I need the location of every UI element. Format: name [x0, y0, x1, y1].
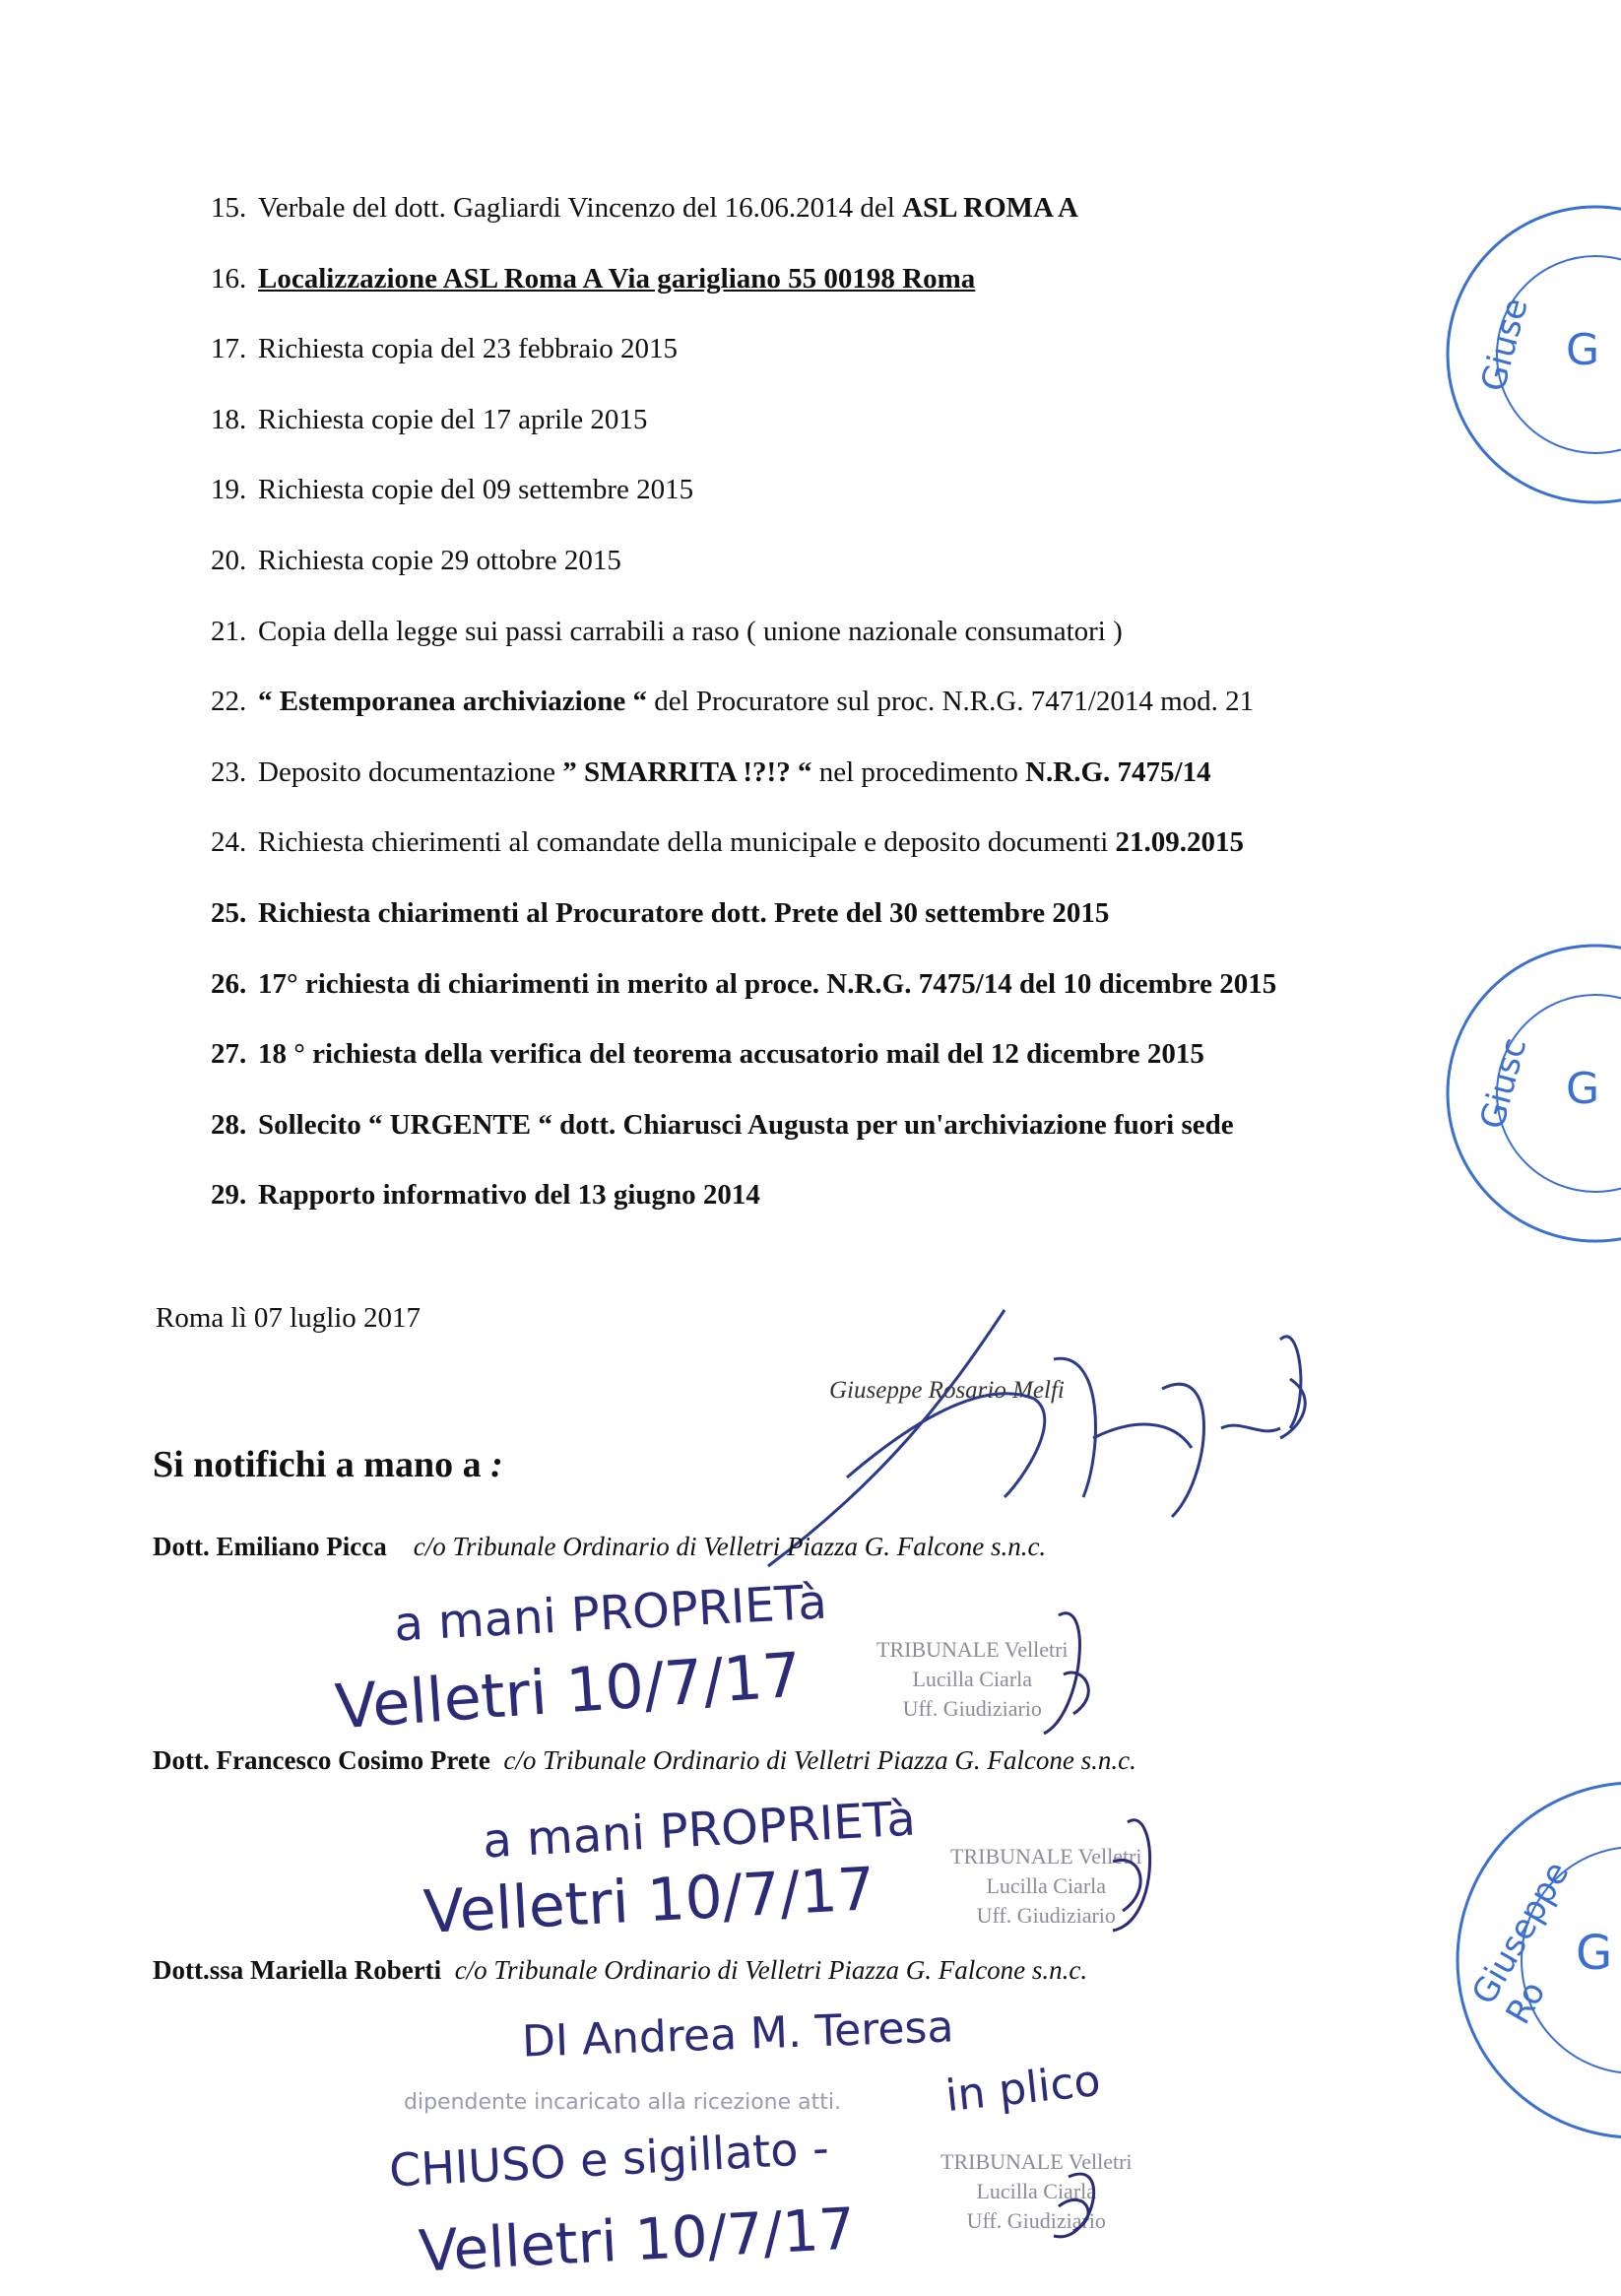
margin-stamp-3-letter: G [1576, 1926, 1613, 1981]
list-item-number: 29. [211, 1179, 247, 1212]
list-item-text: Copia della legge sui passi carrabili a raso ( unione nazionale consumatori ) [258, 615, 1123, 647]
court-stamp-line2: Lucilla Ciarla [976, 2179, 1097, 2203]
margin-stamp-2-letter: G [1566, 1064, 1600, 1114]
list-item-number: 17. [211, 333, 247, 365]
court-stamp-line3: Uff. Giudiziario [902, 1696, 1042, 1721]
list-item-text: ASL ROMA A [902, 192, 1078, 224]
notify-heading-text: Si notifichi a mano a [153, 1444, 482, 1485]
recipient-address: c/o Tribunale Ordinario di Velletri Piazza G. Falcone s.n.c. [503, 1745, 1136, 1775]
list-item-text: nel procedimento [811, 755, 1026, 788]
handwriting-r1-line1: a mani PROPRIETà [392, 1574, 829, 1653]
margin-stamp-3-text: Giuseppe Ro [1463, 1855, 1578, 2031]
notify-colon: : [490, 1444, 503, 1485]
list-item-text: “ Estemporanea archiviazione “ [258, 686, 647, 718]
recipient-address: c/o Tribunale Ordinario di Velletri Piazza G. Falcone s.n.c. [454, 1955, 1088, 1985]
list-item-text: Richiesta chiarimenti al Procuratore dott. Prete del 30 settembre 2015 [258, 896, 1110, 929]
court-stamp-line2: Lucilla Ciarla [912, 1667, 1033, 1691]
list-item-number: 21. [211, 615, 247, 647]
list-item-number: 25. [211, 896, 247, 929]
list-item-text: Richiesta copie del 17 aprile 2015 [258, 403, 648, 435]
margin-stamp-1-text: Giuse [1473, 294, 1536, 396]
list-item-number: 27. [211, 1038, 247, 1071]
reception-stamp: dipendente incaricato alla ricezione atti. [404, 2090, 841, 2115]
list-item-text: Sollecito “ URGENTE “ dott. Chiarusci Augusta per un'archiviazione fuori sede [258, 1108, 1234, 1141]
list-item-text: del Procuratore sul proc. N.R.G. 7471/2014 mod. 21 [646, 686, 1255, 718]
list-item-text: Rapporto informativo del 13 giugno 2014 [258, 1179, 760, 1212]
court-stamp-line1: TRIBUNALE Velletri [940, 2149, 1133, 2174]
list-item-text: Richiesta copie 29 ottobre 2015 [258, 544, 621, 576]
handwriting-r3-line2: CHIUSO e sigillato - [387, 2121, 830, 2198]
list-item-text: Richiesta chierimenti al comandate della municipale e deposito documenti [258, 826, 1116, 859]
list-item-text: 21.09.2015 [1115, 826, 1245, 859]
list-item-text: Deposito documentazione [258, 755, 563, 788]
handwriting-r2-line2: Velletri 10/7/17 [421, 1855, 877, 1947]
margin-stamp-1-letter: G [1566, 325, 1600, 375]
court-stamp-line3: Uff. Giudiziario [966, 2208, 1106, 2233]
list-item-number: 20. [211, 544, 247, 576]
list-item-number: 22. [211, 686, 247, 718]
list-item-number: 19. [211, 474, 247, 506]
list-item-text: N.R.G. 7475/14 [1025, 755, 1211, 788]
margin-stamp-2-text: Giusc [1472, 1033, 1535, 1134]
handwriting-r3-line3: Velletri 10/7/17 [417, 2195, 857, 2285]
court-stamp-line1: TRIBUNALE Velletri [950, 1844, 1142, 1869]
list-item-number: 24. [211, 826, 247, 859]
list-item-number: 18. [211, 403, 247, 435]
list-item-text: 17° richiesta di chiarimenti in merito al proce. N.R.G. 7475/14 del 10 dicembre 2015 [258, 967, 1277, 1000]
list-item-text: 18 ° richiesta della verifica del teorema accusatorio mail del 12 dicembre 2015 [258, 1038, 1204, 1071]
recipient-address: c/o Tribunale Ordinario di Velletri Piazza G. Falcone s.n.c. [413, 1532, 1047, 1561]
list-item-number: 16. [211, 262, 247, 295]
list-item-number: 15. [211, 192, 247, 224]
handwriting-r3-line1b: in plico [942, 2055, 1103, 2123]
list-item-text: Richiesta copia del 23 febbraio 2015 [258, 333, 679, 365]
court-stamp-line1: TRIBUNALE Velletri [876, 1637, 1069, 1662]
recipient-name: Dott. Francesco Cosimo Prete [153, 1745, 490, 1775]
list-item-text: Richiesta copie del 09 settembre 2015 [258, 474, 694, 506]
list-item-text: Verbale del dott. Gagliardi Vincenzo del 16.06.2014 del [258, 192, 903, 224]
recipient-name: Dott.ssa Mariella Roberti [153, 1955, 442, 1985]
list-item-number: 28. [211, 1108, 247, 1141]
date-line: Roma lì 07 luglio 2017 [156, 1302, 421, 1334]
list-item-number: 23. [211, 755, 247, 788]
handwriting-r3-line1: DI Andrea M. Teresa [521, 2001, 955, 2067]
court-stamp-line2: Lucilla Ciarla [986, 1873, 1107, 1898]
list-item-number: 26. [211, 967, 247, 1000]
list-item-text: Localizzazione ASL Roma A Via garigliano 55 00198 Roma [258, 262, 976, 295]
handwriting-r1-line2: Velletri 10/7/17 [333, 1638, 805, 1743]
handwriting-r2-line1: a mani PROPRIETà [481, 1791, 918, 1870]
list-item-text: ” SMARRITA !?!? “ [562, 755, 812, 788]
signature-name: Giuseppe Rosario Melfi [829, 1377, 1065, 1404]
recipient-name: Dott. Emiliano Picca [153, 1532, 387, 1561]
court-stamp-line3: Uff. Giudiziario [976, 1903, 1116, 1928]
